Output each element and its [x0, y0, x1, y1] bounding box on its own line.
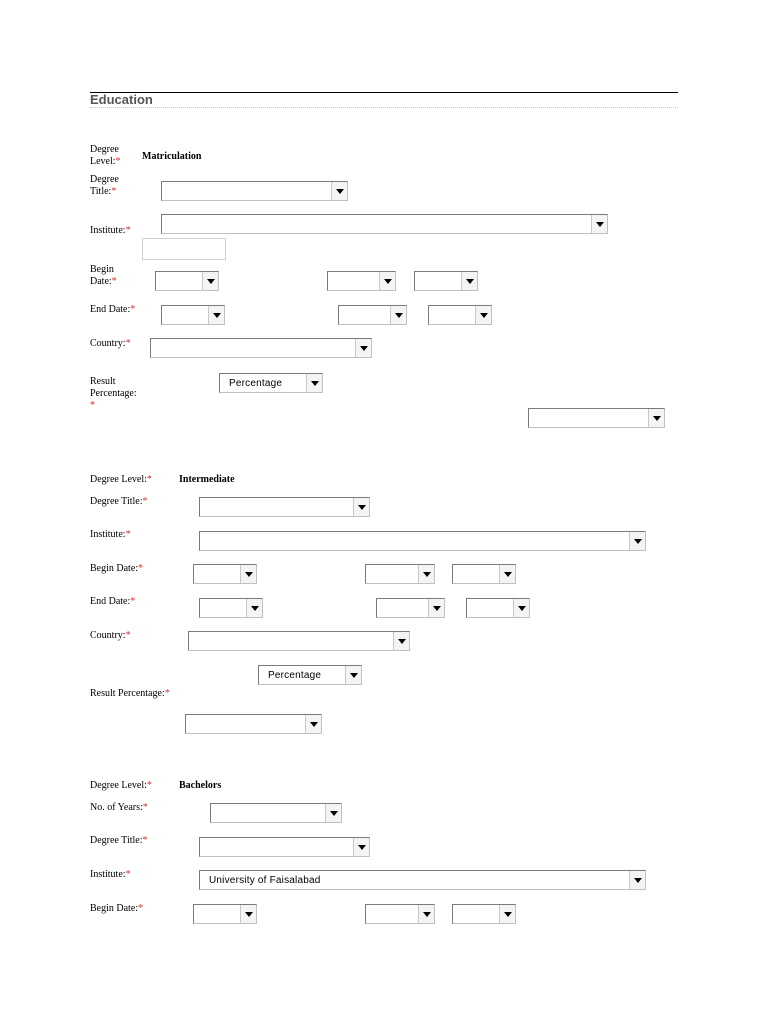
bach-degree-level-value: Bachelors — [179, 780, 222, 791]
bach-begin-day-select[interactable] — [193, 904, 257, 924]
inter-result-label: Result Percentage:* — [90, 688, 170, 699]
inter-country-select[interactable] — [188, 631, 410, 651]
bach-begin-date-label: Begin Date:* — [90, 903, 144, 914]
bach-institute-select[interactable]: University of Faisalabad — [199, 870, 646, 890]
matric-institute-label: Institute:* — [90, 225, 131, 236]
chevron-down-icon — [418, 565, 434, 583]
chevron-down-icon — [240, 565, 256, 583]
chevron-down-icon — [629, 871, 645, 889]
inter-degree-level-value: Intermediate — [179, 474, 235, 485]
chevron-down-icon — [355, 339, 371, 357]
matric-begin-date-label: Begin Date:* — [90, 264, 117, 287]
matric-degree-level-value: Matriculation — [142, 151, 202, 162]
chevron-down-icon — [390, 306, 406, 324]
matric-begin-month-select[interactable] — [327, 271, 396, 291]
chevron-down-icon — [353, 838, 369, 856]
matric-institute-other-input[interactable] — [142, 238, 226, 260]
bach-years-label: No. of Years:* — [90, 802, 148, 813]
chevron-down-icon — [475, 306, 491, 324]
matric-end-year-select[interactable] — [428, 305, 492, 325]
chevron-down-icon — [305, 715, 321, 733]
bach-institute-label: Institute:* — [90, 869, 131, 880]
matric-country-select[interactable] — [150, 338, 372, 358]
chevron-down-icon — [513, 599, 529, 617]
bach-begin-year-select[interactable] — [452, 904, 516, 924]
chevron-down-icon — [240, 905, 256, 923]
chevron-down-icon — [379, 272, 395, 290]
chevron-down-icon — [393, 632, 409, 650]
matric-begin-year-select[interactable] — [414, 271, 478, 291]
chevron-down-icon — [648, 409, 664, 427]
chevron-down-icon — [418, 905, 434, 923]
inter-degree-title-label: Degree Title:* — [90, 496, 148, 507]
inter-result-type-select[interactable]: Percentage — [258, 665, 362, 685]
bach-begin-month-select[interactable] — [365, 904, 435, 924]
inter-institute-select[interactable] — [199, 531, 646, 551]
inter-degree-title-select[interactable] — [199, 497, 370, 517]
inter-begin-year-select[interactable] — [452, 564, 516, 584]
matric-degree-level-label: Degree Level:* — [90, 144, 121, 167]
chevron-down-icon — [208, 306, 224, 324]
inter-end-month-select[interactable] — [376, 598, 445, 618]
chevron-down-icon — [499, 905, 515, 923]
matric-result-label: Result Percentage: * — [90, 376, 137, 411]
inter-begin-day-select[interactable] — [193, 564, 257, 584]
inter-end-date-label: End Date:* — [90, 596, 136, 607]
chevron-down-icon — [461, 272, 477, 290]
matric-end-date-label: End Date:* — [90, 304, 136, 315]
chevron-down-icon — [325, 804, 341, 822]
bach-degree-title-select[interactable] — [199, 837, 370, 857]
chevron-down-icon — [306, 374, 322, 392]
chevron-down-icon — [202, 272, 218, 290]
heading-underline — [90, 107, 678, 108]
inter-end-day-select[interactable] — [199, 598, 263, 618]
inter-begin-month-select[interactable] — [365, 564, 435, 584]
chevron-down-icon — [353, 498, 369, 516]
top-rule — [90, 92, 678, 93]
inter-begin-date-label: Begin Date:* — [90, 563, 144, 574]
bach-degree-level-label: Degree Level:* — [90, 780, 152, 791]
inter-country-label: Country:* — [90, 630, 131, 641]
matric-country-label: Country:* — [90, 338, 131, 349]
chevron-down-icon — [345, 666, 361, 684]
chevron-down-icon — [428, 599, 444, 617]
inter-institute-label: Institute:* — [90, 529, 131, 540]
matric-institute-select[interactable] — [161, 214, 608, 234]
inter-degree-level-label: Degree Level:* — [90, 474, 152, 485]
matric-end-day-select[interactable] — [161, 305, 225, 325]
matric-begin-day-select[interactable] — [155, 271, 219, 291]
bach-years-select[interactable] — [210, 803, 342, 823]
chevron-down-icon — [629, 532, 645, 550]
inter-result-value-select[interactable] — [185, 714, 322, 734]
matric-result-type-select[interactable]: Percentage — [219, 373, 323, 393]
inter-end-year-select[interactable] — [466, 598, 530, 618]
chevron-down-icon — [499, 565, 515, 583]
matric-degree-title-select[interactable] — [161, 181, 348, 201]
bach-degree-title-label: Degree Title:* — [90, 835, 148, 846]
chevron-down-icon — [591, 215, 607, 233]
matric-result-value-select[interactable] — [528, 408, 665, 428]
matric-degree-title-label: Degree Title:* — [90, 174, 119, 197]
chevron-down-icon — [246, 599, 262, 617]
section-heading: Education — [90, 92, 153, 107]
chevron-down-icon — [331, 182, 347, 200]
matric-end-month-select[interactable] — [338, 305, 407, 325]
